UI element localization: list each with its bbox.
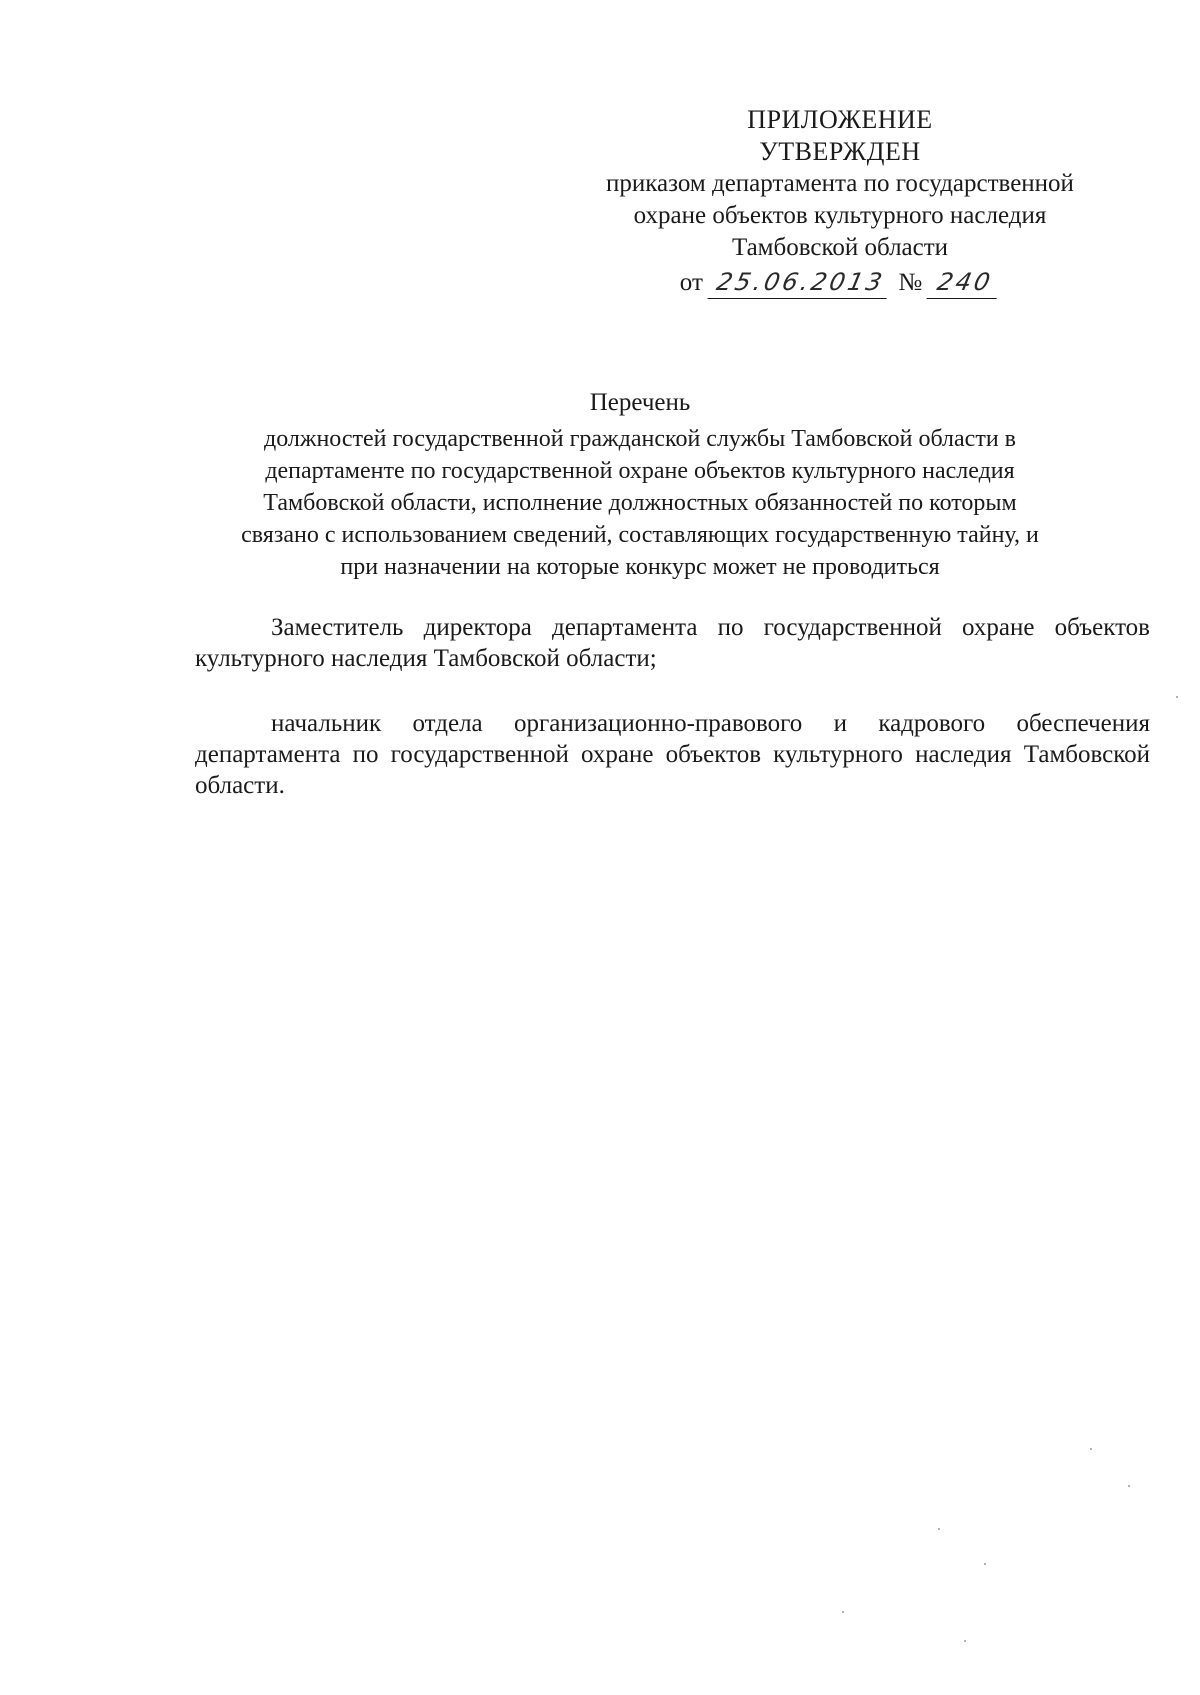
approval-line-2: охране объектов культурного наследия [633,202,1047,229]
date-number-row [680,266,1000,299]
list-title: Перечень [589,389,691,416]
scan-speck [1128,1485,1130,1487]
position-item-department-head: начальник отдела организационно-правового и кадрового обеспечения департамента по государственной охране объектов культурного наследия Тамбовской области. [195,710,1150,799]
approved-heading: УТВЕРЖДЕН [759,137,921,166]
annex-heading: ПРИЛОЖЕНИЕ [747,105,933,134]
list-title-block [180,387,1100,583]
number-prefix: № [898,269,923,296]
title-line: должностей государственной гражданской службы Тамбовской области в [263,426,1016,452]
title-line: связано с использованием сведений, составляющих государственную тайну, и [241,522,1039,548]
handwritten-number: 240 [927,266,1004,299]
position-item-deputy-director: Заместитель директора департамента по государственной охране объектов культурного наследия Тамбовской области; [195,614,1150,672]
title-line: департаменте по государственной охране объектов культурного наследия [265,458,1015,484]
handwritten-date: 25.06.2013 [707,266,893,299]
approval-line-1: приказом департамента по государственной [606,170,1074,197]
approval-line-3: Тамбовской области [731,234,949,261]
scan-speck [938,1528,940,1530]
scan-speck [984,1563,986,1565]
title-line: при назначении на которые конкурс может не проводиться [340,554,940,580]
approval-block [560,104,1120,299]
date-prefix: от [679,269,703,296]
date-number-line [560,264,1120,299]
scan-speck [1090,1448,1092,1450]
title-line: Тамбовской области, исполнение должностных обязанностей по которым [263,490,1017,516]
scan-speck [842,1611,844,1613]
scan-speck [964,1640,966,1642]
scan-speck [1176,696,1178,698]
